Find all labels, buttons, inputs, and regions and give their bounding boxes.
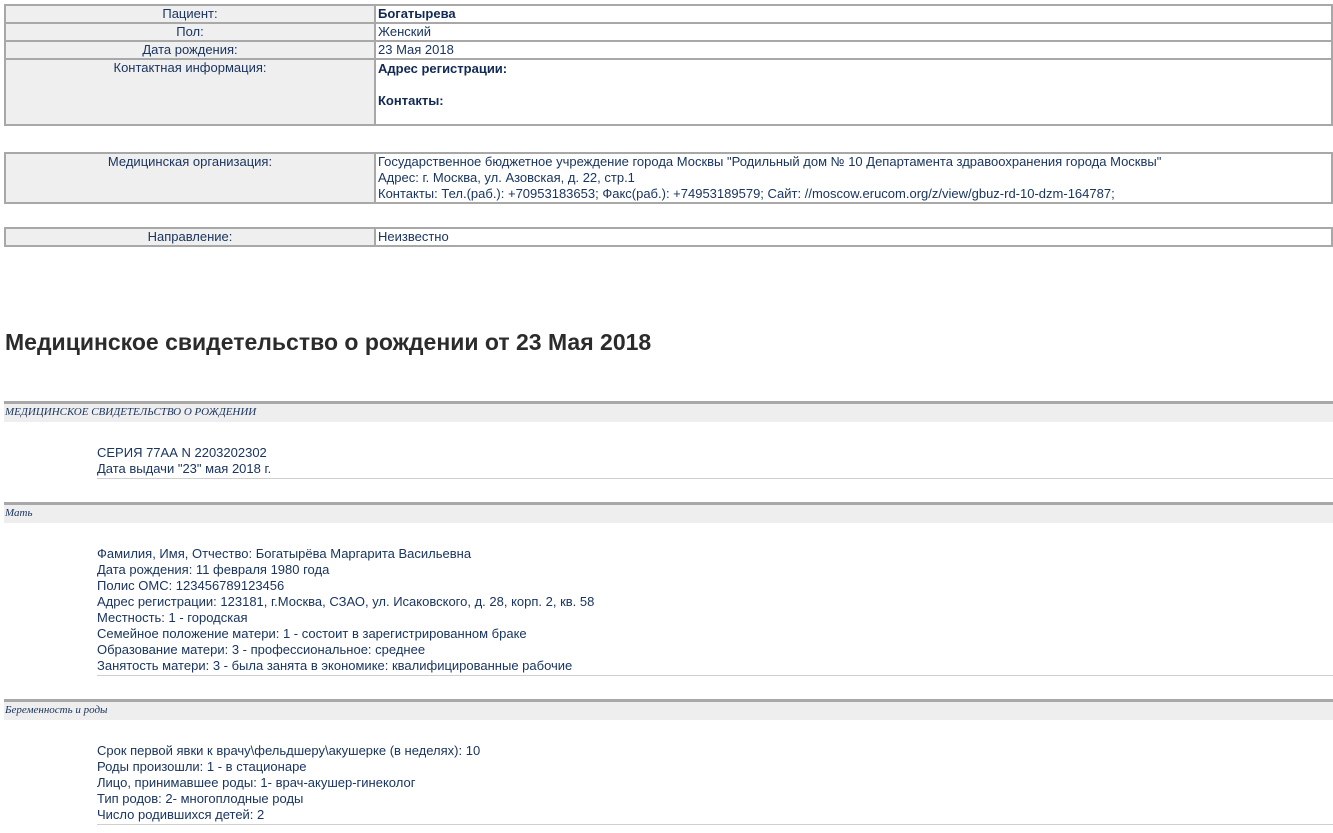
birth-place: Роды произошли: 1 - в стационаре xyxy=(97,759,307,774)
section-title-mother: Мать xyxy=(5,507,33,519)
patient-name-value xyxy=(375,5,1332,23)
certificate-series: СЕРИЯ 77АА N 2203202302 xyxy=(97,445,267,460)
organization-table xyxy=(4,152,1333,204)
section-body-mother xyxy=(97,546,1333,676)
patient-dob-label: Дата рождения: xyxy=(5,41,375,59)
birth-type: Тип родов: 2- многоплодные роды xyxy=(97,791,304,806)
patient-dob-value: 23 Мая 2018 xyxy=(375,41,1332,59)
organization-value xyxy=(375,153,1332,203)
patient-info-table xyxy=(4,4,1333,126)
mother-marital-status: Семейное положение матери: 1 - состоит в зарегистрированном браке xyxy=(97,626,527,641)
referral-row xyxy=(5,228,1332,246)
certificate-issue-date: Дата выдачи "23" мая 2018 г. xyxy=(97,461,272,476)
mother-address: Адрес регистрации: 123181, г.Москва, СЗАО, ул. Исаковского, д. 28, корп. 2, кв. 58 xyxy=(97,594,595,609)
mother-locality: Местность: 1 - городская xyxy=(97,610,248,625)
section-title-pregnancy: Беременность и роды xyxy=(5,704,108,716)
section-header-mother xyxy=(4,502,1333,523)
mother-education: Образование матери: 3 - профессиональное: среднее xyxy=(97,642,426,657)
organization-contacts: Контакты: Тел.(раб.): +70953183653; Факс(раб.): +74953189579; Сайт: //moscow.erucom.org/z/view/gbuz-rd-10-dzm-164787; xyxy=(378,186,1115,201)
referral-table xyxy=(4,227,1333,247)
first-visit-term: Срок первой явки к врачу\фельдшеру\акушерке (в неделях): 10 xyxy=(97,743,481,758)
section-header-certificate xyxy=(4,401,1333,422)
patient-sex-label: Пол: xyxy=(5,23,375,41)
section-body-pregnancy xyxy=(97,743,1333,825)
section-title-certificate: МЕДИЦИНСКОЕ СВИДЕТЕЛЬСТВО О РОЖДЕНИИ xyxy=(5,406,257,418)
mother-oms-policy: Полис ОМС: 123456789123456 xyxy=(97,578,285,593)
children-count: Число родившихся детей: 2 xyxy=(97,807,265,822)
organization-label: Медицинская организация: xyxy=(5,153,375,203)
section-header-pregnancy xyxy=(4,699,1333,720)
organization-row xyxy=(5,153,1332,203)
patient-sex-row xyxy=(5,23,1332,41)
birth-attendant: Лицо, принимавшее роды: 1- врач-акушер-гинеколог xyxy=(97,775,416,790)
referral-label: Направление: xyxy=(5,228,375,246)
patient-name-label: Пациент: xyxy=(5,5,375,23)
mother-full-name: Фамилия, Имя, Отчество: Богатырёва Маргарита Васильевна xyxy=(97,546,472,561)
organization-name: Государственное бюджетное учреждение города Москвы "Родильный дом № 10 Департамента здравоохранения города Москвы" xyxy=(378,154,1162,169)
patient-contact-label: Контактная информация: xyxy=(5,59,375,125)
mother-dob: Дата рождения: 11 февраля 1980 года xyxy=(97,562,330,577)
patient-name-row xyxy=(5,5,1332,23)
section-body-certificate xyxy=(97,445,1333,479)
patient-contact-row xyxy=(5,59,1332,125)
contacts-label: Контакты: xyxy=(378,93,444,108)
organization-address: Адрес: г. Москва, ул. Азовская, д. 22, стр.1 xyxy=(378,170,635,185)
patient-name: Богатырева xyxy=(378,6,456,21)
patient-dob-row xyxy=(5,41,1332,59)
address-registration-label: Адрес регистрации: xyxy=(378,61,508,76)
patient-sex-value: Женский xyxy=(375,23,1332,41)
patient-contact-value xyxy=(375,59,1332,125)
mother-employment: Занятость матери: 3 - была занята в экономике: квалифицированные рабочие xyxy=(97,658,573,673)
page-title: Медицинское свидетельство о рождении от 23 Мая 2018 xyxy=(5,329,652,355)
referral-value: Неизвестно xyxy=(375,228,1332,246)
